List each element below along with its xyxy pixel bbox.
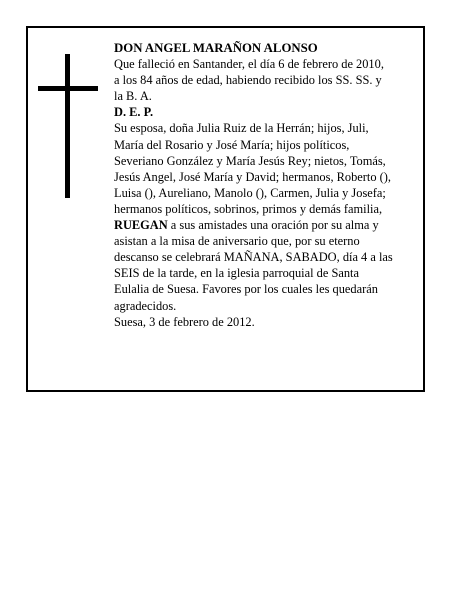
notice-text [114, 40, 424, 330]
death-line: a los 84 años de edad, habiendo recibido los SS. SS. y [114, 73, 382, 88]
date-line: Suesa, 3 de febrero de 2012. [114, 314, 255, 329]
death-line: Que falleció en Santander, el día 6 de febrero de 2010, [114, 57, 384, 72]
request-text: a sus amistades una oración por su alma y [167, 218, 379, 233]
family-line: Luisa (), Aureliano, Manolo (), Carmen, Julia y Josefa; [114, 185, 386, 200]
rip-line: D. E. P. [114, 105, 154, 120]
family-line: Severiano González y María Jesús Rey; nietos, Tomás, [114, 153, 386, 168]
cross-horizontal-bar [38, 86, 98, 91]
obituary-notice [26, 26, 425, 392]
family-line: María del Rosario y José María; hijos políticos, [114, 137, 350, 152]
death-line: la B. A. [114, 89, 152, 104]
family-line: hermanos políticos, sobrinos, primos y demás familia, [114, 201, 383, 216]
deceased-name: DON ANGEL MARAÑON ALONSO [114, 41, 318, 55]
request-word: RUEGAN [114, 218, 168, 233]
request-line: Eulalia de Suesa. Favores por los cuales les quedarán [114, 282, 378, 297]
request-line [114, 217, 424, 233]
request-line: agradecidos. [114, 298, 177, 313]
request-line: SEIS de la tarde, en la iglesia parroquial de Santa [114, 266, 359, 281]
request-line: asistan a la misa de aniversario que, por su eterno [114, 234, 360, 249]
cross-icon [38, 54, 98, 198]
family-line: Jesús Angel, José María y David; hermanos, Roberto (), [114, 169, 392, 184]
cross-vertical-bar [65, 54, 70, 198]
request-line: descanso se celebrará MAÑANA, SABADO, día 4 a las [114, 250, 393, 265]
family-line: Su esposa, doña Julia Ruiz de la Herrán; hijos, Juli, [114, 121, 369, 136]
